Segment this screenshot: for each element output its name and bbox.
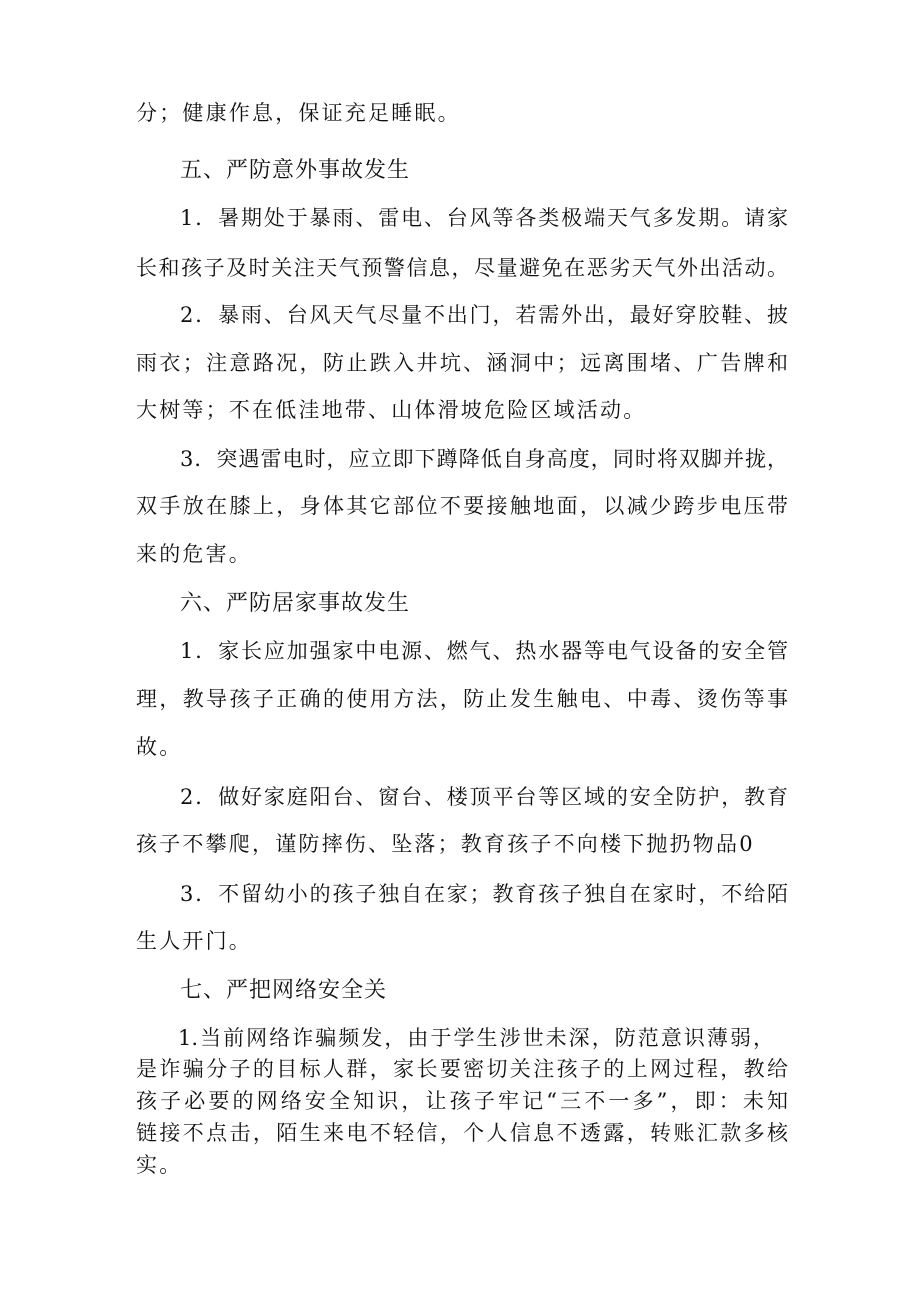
intro-line-1: 分；健康作息，保证充足睡眠。 (136, 101, 461, 125)
section-7-item-1-line-5: 实。 (136, 1153, 183, 1177)
section-6-item-3-line-2: 生人开门。 (136, 929, 252, 953)
section-6-item-1-line-3: 故。 (136, 735, 183, 759)
section-5-item-3-line-1: 3．突遇雷电时，应立即下蹲降低自身高度，同时将双脚并拢， (180, 447, 788, 471)
section-5-item-1-line-1: 1．暑期处于暴雨、雷电、台风等各类极端天气多发期。请家 (180, 206, 788, 230)
section-7-item-1-line-4: 链接不点击，陌生来电不轻信，个人信息不透露，转账汇款多核 (136, 1121, 788, 1145)
section-5-item-1-line-2: 长和孩子及时关注天气预警信息，尽量避免在恶劣天气外出活动。 (136, 256, 788, 280)
section-7-item-1-line-1: 1.当前网络诈骗频发，由于学生涉世未深，防范意识薄弱， (178, 1026, 774, 1050)
section-5-item-3-line-3: 来的危害。 (136, 542, 252, 566)
section-7-heading: 七、严把网络安全关 (180, 978, 388, 1003)
section-5-item-2-line-1: 2．暴雨、台风天气尽量不出门，若需外出，最好穿胶鞋、披 (180, 303, 788, 327)
section-7-item-1-line-3: 孩子必要的网络安全知识，让孩子牢记“三不一多”，即：未知 (136, 1089, 788, 1113)
section-6-item-2-line-2: 孩子不攀爬，谨防摔伤、坠落；教育孩子不向楼下抛扔物品0 (136, 832, 755, 856)
section-5-item-2-line-3: 大树等；不在低洼地带、山体滑坡危险区域活动。 (136, 398, 647, 422)
section-6-item-3-line-1: 3．不留幼小的孩子独自在家；教育孩子独自在家时，不给陌 (180, 882, 788, 906)
section-5-item-2-line-2: 雨衣；注意路况，防止跌入井坑、涵洞中；远离围堵、广告牌和 (136, 351, 788, 375)
section-6-item-1-line-2: 理，教导孩子正确的使用方法，防止发生触电、中毒、烫伤等事 (136, 687, 788, 711)
section-7-item-1-line-2: 是诈骗分子的目标人群，家长要密切关注孩子的上网过程，教给 (136, 1057, 788, 1081)
section-5-heading: 五、严防意外事故发生 (180, 158, 411, 183)
section-6-heading: 六、严防居家事故发生 (180, 591, 411, 616)
section-5-item-3-line-2: 双手放在膝上，身体其它部位不要接触地面，以减少跨步电压带 (136, 494, 788, 518)
section-6-item-1-line-1: 1．家长应加强家中电源、燃气、热水器等电气设备的安全管 (180, 639, 788, 663)
section-6-item-2-line-1: 2．做好家庭阳台、窗台、楼顶平台等区域的安全防护，教育 (180, 785, 788, 809)
